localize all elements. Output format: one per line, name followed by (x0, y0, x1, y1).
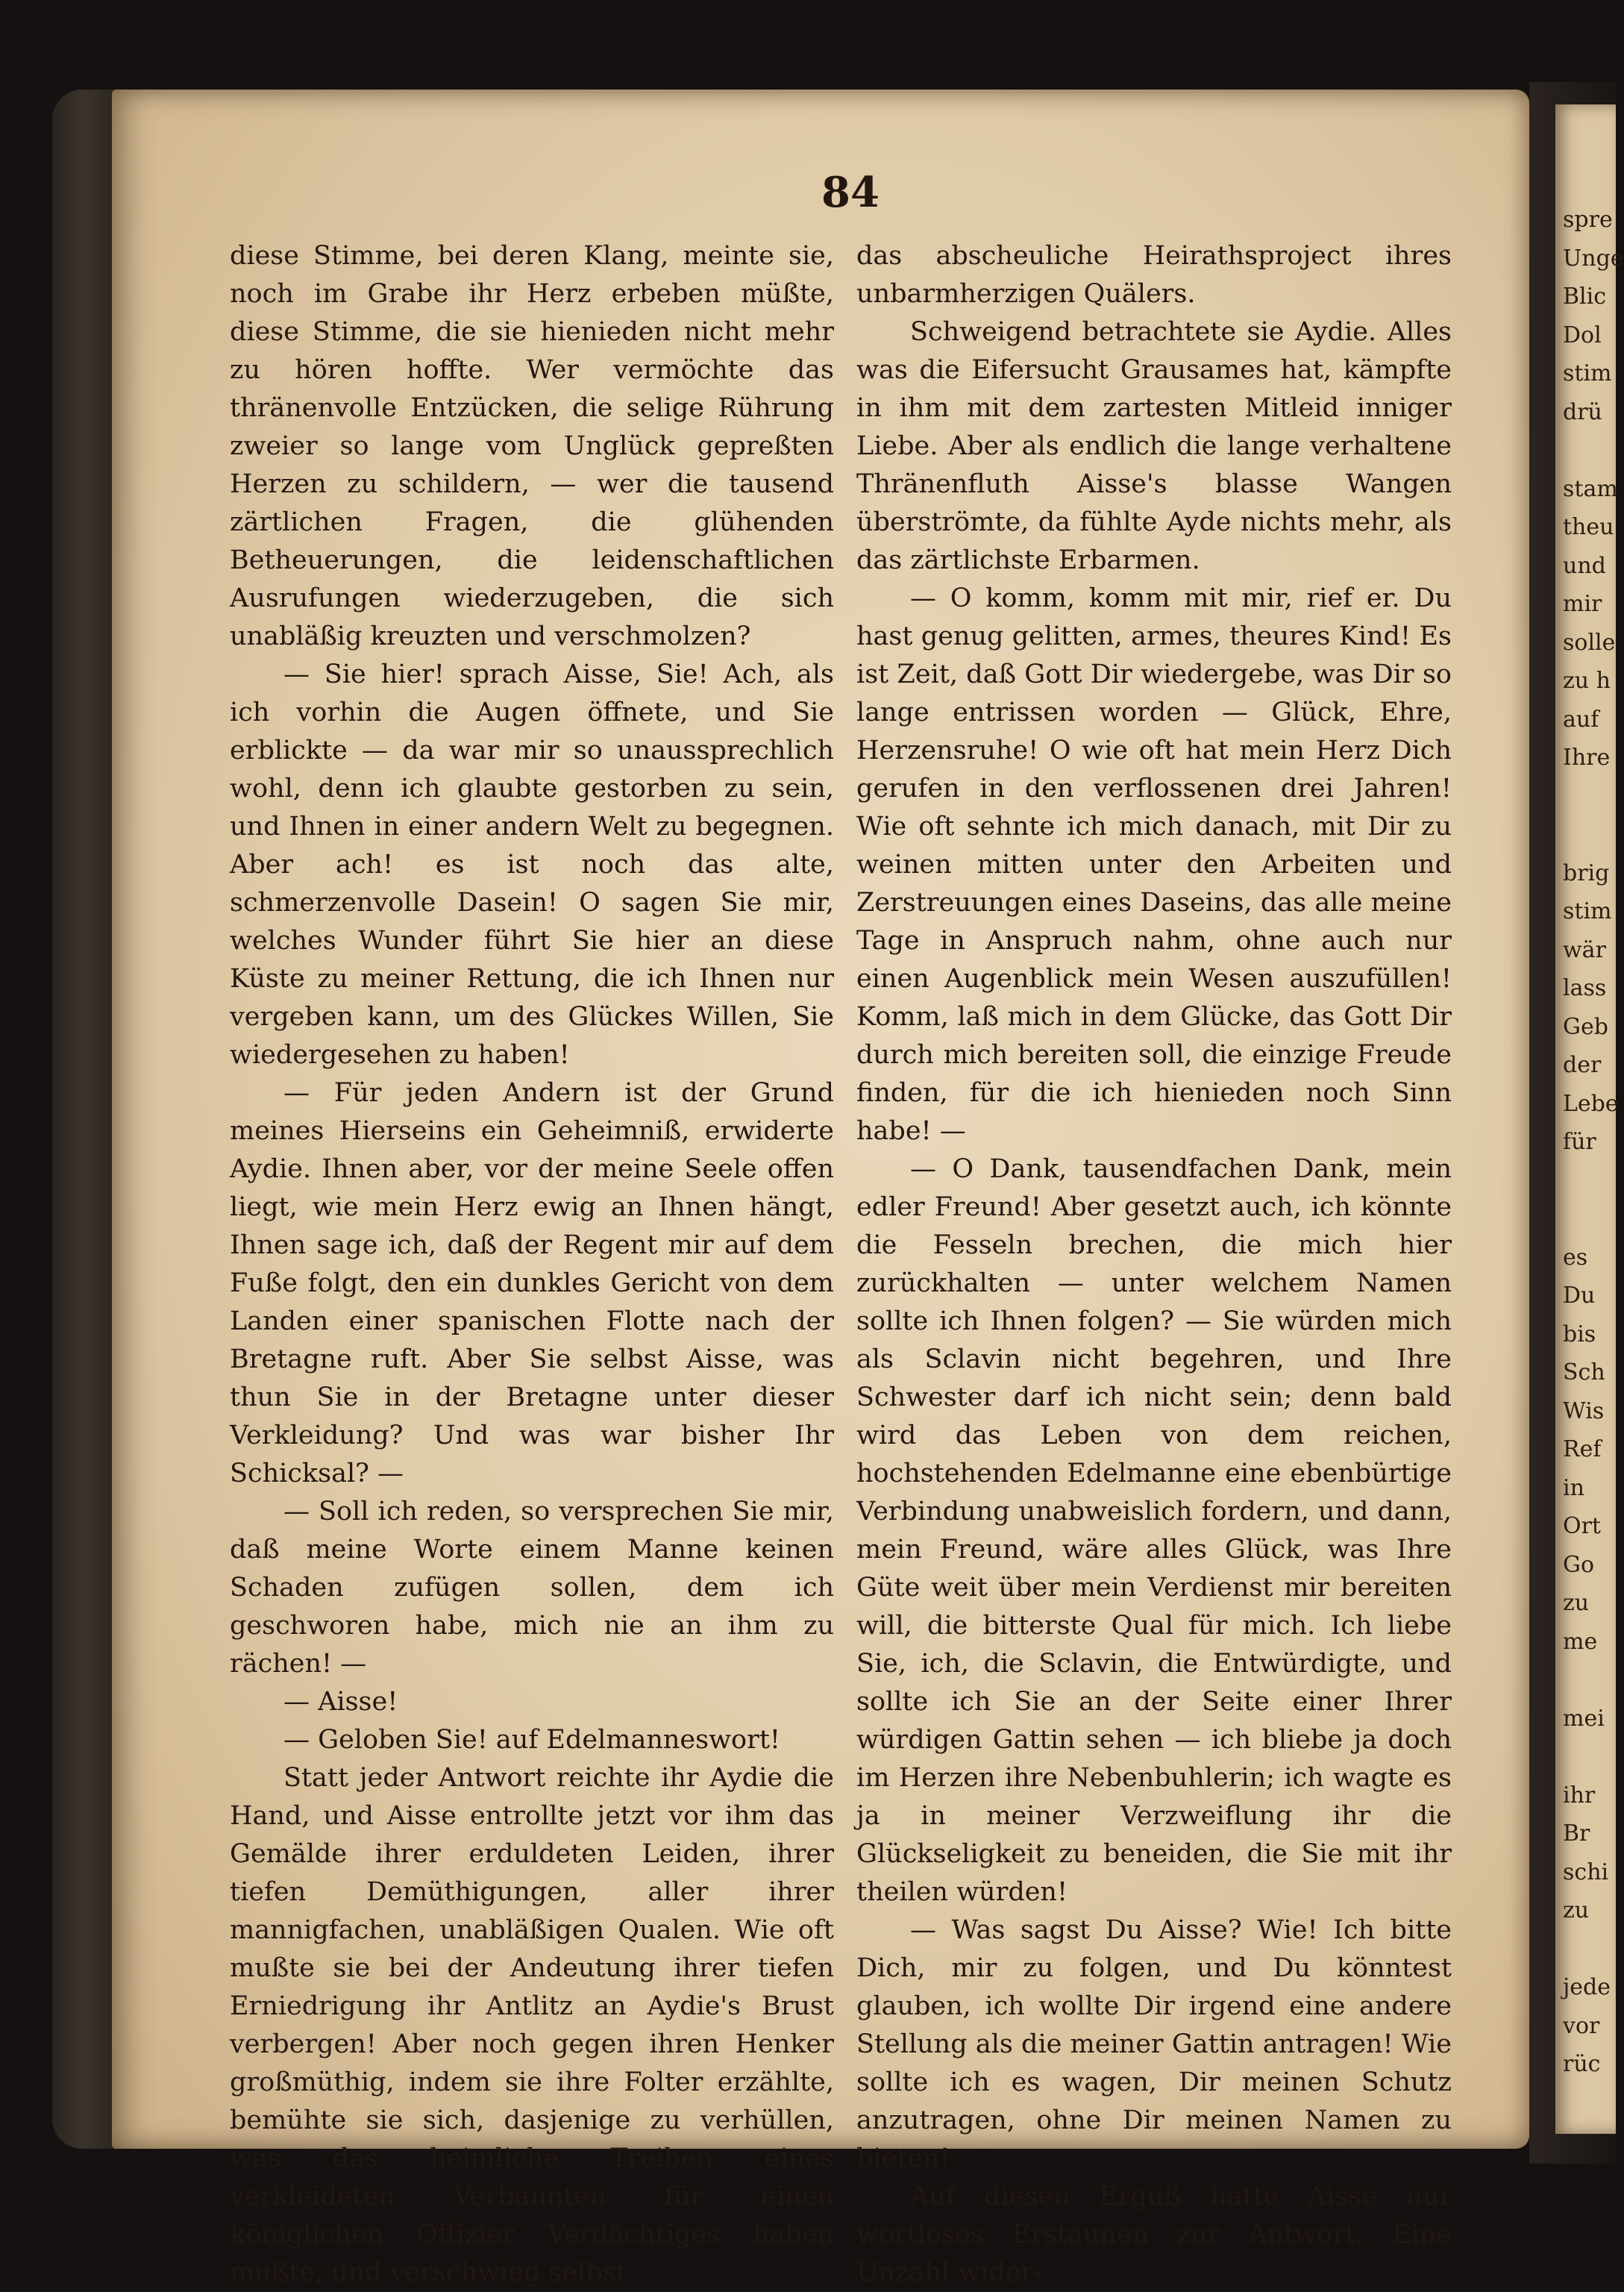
next-page-fragment: auf (1563, 706, 1599, 733)
paragraph: — O Dank, tausendfachen Dank, mein edler Freund! Aber gesetzt auch, ich könnte die Fesseln brechen, die mich hier zurückhalten — unter welchem Namen sollte ich Ihnen folgen? — Sie würden mich als Sclavin nicht begehren, und Ihre Schwester darf ich nicht sein; denn bald wird das Leben von dem reichen, hochstehenden Edelmanne eine ebenbürtige Verbindung unabweislich fordern, und dann, mein Freund, wäre alles Glück, was Ihre Güte weit über mein Verdienst mir bereiten will, die bitterste Qual für mich. Ich liebe Sie, ich, die Sclavin, die Entwürdigte, und sollte ich Sie an der Seite einer Ihrer würdigen Gattin sehen — ich bliebe ja doch im Herzen ihre Nebenbuhlerin; ich wagte es ja in meiner Verzweiflung ihr die Glückseligkeit zu beneiden, die Sie mit ihr theilen würden! (856, 1154, 1452, 1907)
next-page-fragment: mei (1563, 1705, 1605, 1732)
paragraph: Auf diesen Erguß hatte Aisse nur wortloses Erstaunen zur Antwort. Eine Unzahl wider- (856, 2182, 1452, 2288)
next-page-fragment: brig (1563, 860, 1610, 886)
next-page-fragment: Sch (1563, 1359, 1605, 1385)
next-page-fragment: und (1563, 552, 1606, 579)
next-page-fragment: für (1563, 1129, 1596, 1155)
next-page-fragment: zu h (1563, 668, 1611, 694)
next-page-fragment: Blic (1563, 284, 1607, 310)
next-page-fragment: Ref (1563, 1436, 1602, 1462)
next-page-fragment: Geb (1563, 1013, 1608, 1040)
next-page-fragment: Lebe (1563, 1090, 1619, 1117)
next-page-fragment (1563, 1935, 1615, 1964)
next-page-fragment: Go (1563, 1551, 1595, 1578)
paragraph: — O komm, komm mit mir, rief er. Du hast genug gelitten, armes, theures Kind! Es ist Zeit, daß Gott Dir wiedergebe, was Dir so lange entrissen worden — Glück, Ehre, Herzensruhe! O wie oft hat mein Herz Dich gerufen in den verflossenen drei Jahren! Wie oft sehnte ich mich danach, mit Dir zu weinen mitten unter den Arbeiten und Zerstreuungen eines Daseins, das alle meine Tage in Anspruch nahm, ohne auch nur einen Augenblick mein Wesen auszufüllen! Komm, laß mich in dem Glücke, das Gott Dir durch mich bereiten soll, die einzige Freude finden, für die ich hienieden noch Sinn habe! — (856, 583, 1452, 1146)
next-page-fragment: Br (1563, 1820, 1590, 1847)
page-number: 84 (821, 168, 880, 217)
next-page-fragment: Ort (1563, 1513, 1601, 1539)
next-page-fragment: me (1563, 1628, 1598, 1655)
paragraph: — Sie hier! sprach Aisse, Sie! Ach, als ich vorhin die Augen öffnete, und Sie erblickte — da war mir so unaussprechlich wohl, denn ich glaubte gestorben zu sein, und Ihnen in einer andern Welt zu begegnen. Aber ach! es ist noch das alte, schmerzenvolle Dasein! O sagen Sie mir, welches Wunder führt Sie hier an diese Küste zu meiner Rettung, die ich Ihnen nur vergeben kann, um des Glückes Willen, Sie wiedergesehen zu haben! (230, 660, 834, 1070)
next-page-fragment (1563, 782, 1615, 812)
next-page-fragment: stim (1563, 360, 1612, 386)
next-page-fragment (1563, 820, 1615, 850)
next-page-fragment: rüc (1563, 2051, 1601, 2077)
paragraph: — Geloben Sie! auf Edelmanneswort! (283, 1725, 780, 1755)
next-page-fragment: wär (1563, 936, 1606, 963)
next-page-fragment: drü (1563, 398, 1602, 425)
paragraph: — Soll ich reden, so versprechen Sie mir, daß meine Worte einem Manne keinen Schaden zufügen sollen, dem ich geschworen habe, mich nie an ihm zu rächen! — (230, 1497, 834, 1679)
next-page-fragment: spre (1563, 207, 1613, 233)
left-column (230, 237, 834, 2292)
next-page-fragment: Wis (1563, 1397, 1605, 1424)
next-page-fragment: vor (1563, 2012, 1600, 2039)
paragraph: Statt jeder Antwort reichte ihr Aydie die Hand, und Aisse entrollte jetzt vor ihm das Gemälde ihrer erduldeten Leiden, ihrer tiefen Demüthigungen, aller ihrer mannigfachen, unabläßigen Qualen. Wie oft mußte sie bei der Andeutung ihrer tiefen Erniedrigung ihr Antlitz an Aydie's Brust verbergen! Aber noch gegen ihren Henker großmüthig, indem sie ihre Folter erzählte, bemühte sie sich, dasjenige zu verhüllen, was das heimliche Treiben eines verkleideten Verbannten für einen königlichen Offizier Verdächtiges haben mußte, und verschwieg selbst (230, 1763, 834, 2288)
next-page-fragment (1563, 1742, 1615, 1772)
next-page-fragment: in (1563, 1474, 1584, 1501)
next-page-fragment: Unge (1563, 245, 1624, 272)
next-page-fragment: stim (1563, 898, 1612, 924)
next-page-fragment: Du (1563, 1283, 1596, 1309)
paragraph: — Was sagst Du Aisse? Wie! Ich bitte Dich, mir zu folgen, und Du könntest glauben, ich wollte Dir irgend eine andere Stellung als die meiner Gattin antragen! Wie sollte ich es wagen, Dir meinen Schutz anzutragen, ohne Dir meinen Namen zu bieten! (856, 1915, 1452, 2173)
paragraph: Schweigend betrachtete sie Aydie. Alles was die Eifersucht Grausames hat, kämpfte in ihm mit dem zartesten Mitleid inniger Liebe. Aber als endlich die lange verhaltene Thränenfluth Aisse's blasse Wangen überströmte, da fühlte Ayde nichts mehr, als das zärtlichste Erbarmen. (856, 317, 1452, 575)
next-page-fragment: lass (1563, 975, 1607, 1001)
paragraph: das abscheuliche Heirathsproject ihres unbarmherzigen Quälers. (856, 241, 1452, 309)
next-page-fragment: es (1563, 1244, 1588, 1271)
right-column (856, 237, 1452, 2292)
next-page-fragment: jede (1563, 1974, 1611, 2000)
next-page-fragment: mir (1563, 591, 1602, 617)
next-page-fragment: schi (1563, 1859, 1609, 1885)
next-page-fragment (1563, 1665, 1615, 1695)
next-page-fragment (1563, 436, 1615, 466)
next-page-fragment: solle (1563, 629, 1616, 656)
paragraph: — Aisse! (283, 1687, 398, 1717)
next-page-fragment: zu (1563, 1897, 1590, 1923)
paragraph: — Für jeden Andern ist der Grund meines Hierseins ein Geheimniß, erwiderte Aydie. Ihnen aber, vor der meine Seele offen liegt, wie mein Herz ewig an Ihnen hängt, Ihnen sage ich, daß der Regent mir auf dem Fuße folgt, den ein dunkles Gericht von dem Landen einer spanischen Flotte nach der Bretagne ruft. Aber Sie selbst Aisse, was thun Sie in der Bretagne unter dieser Verkleidung? Und was war bisher Ihr Schicksal? — (230, 1078, 834, 1488)
next-page-fragment (1563, 1204, 1615, 1234)
next-page-fragment: stam (1563, 475, 1618, 502)
next-page-fragment: bis (1563, 1321, 1596, 1347)
next-page-fragment: Ihre (1563, 745, 1611, 771)
next-page-fragment (1563, 1166, 1615, 1196)
next-page-fragment: ihr (1563, 1782, 1596, 1809)
next-page-fragment: der (1563, 1052, 1602, 1078)
next-page-fragment: Dol (1563, 322, 1602, 348)
paragraph: diese Stimme, bei deren Klang, meinte sie, noch im Grabe ihr Herz erbeben müßte, diese Stimme, die sie hienieden nicht mehr zu hören hoffte. Wer vermöchte das thränenvolle Entzücken, die selige Rührung zweier so lange vom Unglück gepreßten Herzen zu schildern, — wer die tausend zärtlichen Fragen, die glühenden Betheuerungen, die leidenschaftlichen Ausrufungen wiederzugeben, die sich unabläßig kreuzten und verschmolzen? (230, 241, 834, 651)
next-page-fragment: zu (1563, 1590, 1590, 1616)
next-page-fragment: theu (1563, 514, 1614, 540)
